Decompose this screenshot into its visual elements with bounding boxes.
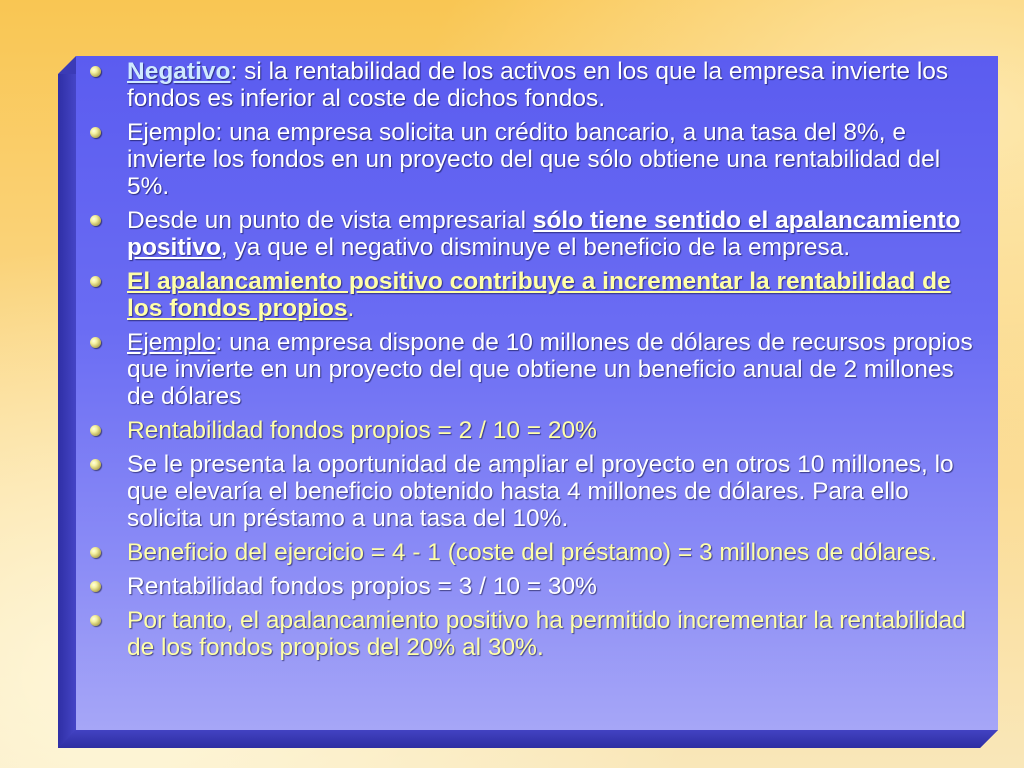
bullet-text: Por tanto, el apalancamiento positivo ha permitido incrementar la rentabilidad de los fondos propios del 20% al 30%. xyxy=(127,607,966,661)
bullet-text: : una empresa dispone de 10 millones de dólares de recursos propios que invierte en un proyecto del que obtiene un beneficio anual de 2 millones de dólares xyxy=(127,329,973,410)
panel-bottom-bevel xyxy=(58,730,998,748)
panel-left-bevel xyxy=(58,74,76,748)
round-bullet-icon xyxy=(90,459,101,470)
bullet-text: Se le presenta la oportunidad de ampliar el proyecto en otros 10 millones, lo que elevaría el beneficio obtenido hasta 4 millones de dólares. Para ello solicita un préstamo a una tasa del 10%. xyxy=(127,451,954,532)
bullet-list xyxy=(84,58,984,668)
bullet-text-emphasis: Ejemplo xyxy=(127,329,216,356)
list-item xyxy=(84,539,984,566)
bullet-text: : si la rentabilidad de los activos en los que la empresa invierte los fondos es inferior al coste de dichos fondos. xyxy=(127,58,949,112)
list-item xyxy=(84,268,984,322)
list-item xyxy=(84,119,984,200)
round-bullet-icon xyxy=(90,615,101,626)
list-item xyxy=(84,451,984,532)
round-bullet-icon xyxy=(90,337,101,348)
bullet-text: Beneficio del ejercicio = 4 - 1 (coste del préstamo) = 3 millones de dólares. xyxy=(127,539,938,566)
round-bullet-icon xyxy=(90,66,101,77)
bullet-text: . xyxy=(347,295,355,322)
list-item xyxy=(84,573,984,600)
bullet-text: , ya que el negativo disminuye el beneficio de la empresa. xyxy=(220,234,851,261)
round-bullet-icon xyxy=(90,547,101,558)
round-bullet-icon xyxy=(90,425,101,436)
negativo-link[interactable]: Negativo xyxy=(127,58,231,85)
list-item xyxy=(84,417,984,444)
bullet-text: Desde un punto de vista empresarial xyxy=(127,207,533,234)
round-bullet-icon xyxy=(90,127,101,138)
bullet-text: Rentabilidad fondos propios = 3 / 10 = 30% xyxy=(127,573,597,600)
round-bullet-icon xyxy=(90,276,101,287)
list-item xyxy=(84,207,984,261)
round-bullet-icon xyxy=(90,215,101,226)
list-item xyxy=(84,607,984,661)
list-item xyxy=(84,329,984,410)
list-item xyxy=(84,58,984,112)
bullet-text-emphasis: sólo tiene sentido el apalancamiento positivo xyxy=(127,207,961,261)
bullet-text-emphasis: El apalancamiento positivo contribuye a incrementar la rentabilidad de los fondos propios xyxy=(127,268,951,322)
bullet-text: Ejemplo: una empresa solicita un crédito bancario, a una tasa del 8%, e invierte los fondos en un proyecto del que sólo obtiene una rentabilidad del 5%. xyxy=(127,119,941,200)
bullet-text: Rentabilidad fondos propios = 2 / 10 = 20% xyxy=(127,417,597,444)
round-bullet-icon xyxy=(90,581,101,592)
